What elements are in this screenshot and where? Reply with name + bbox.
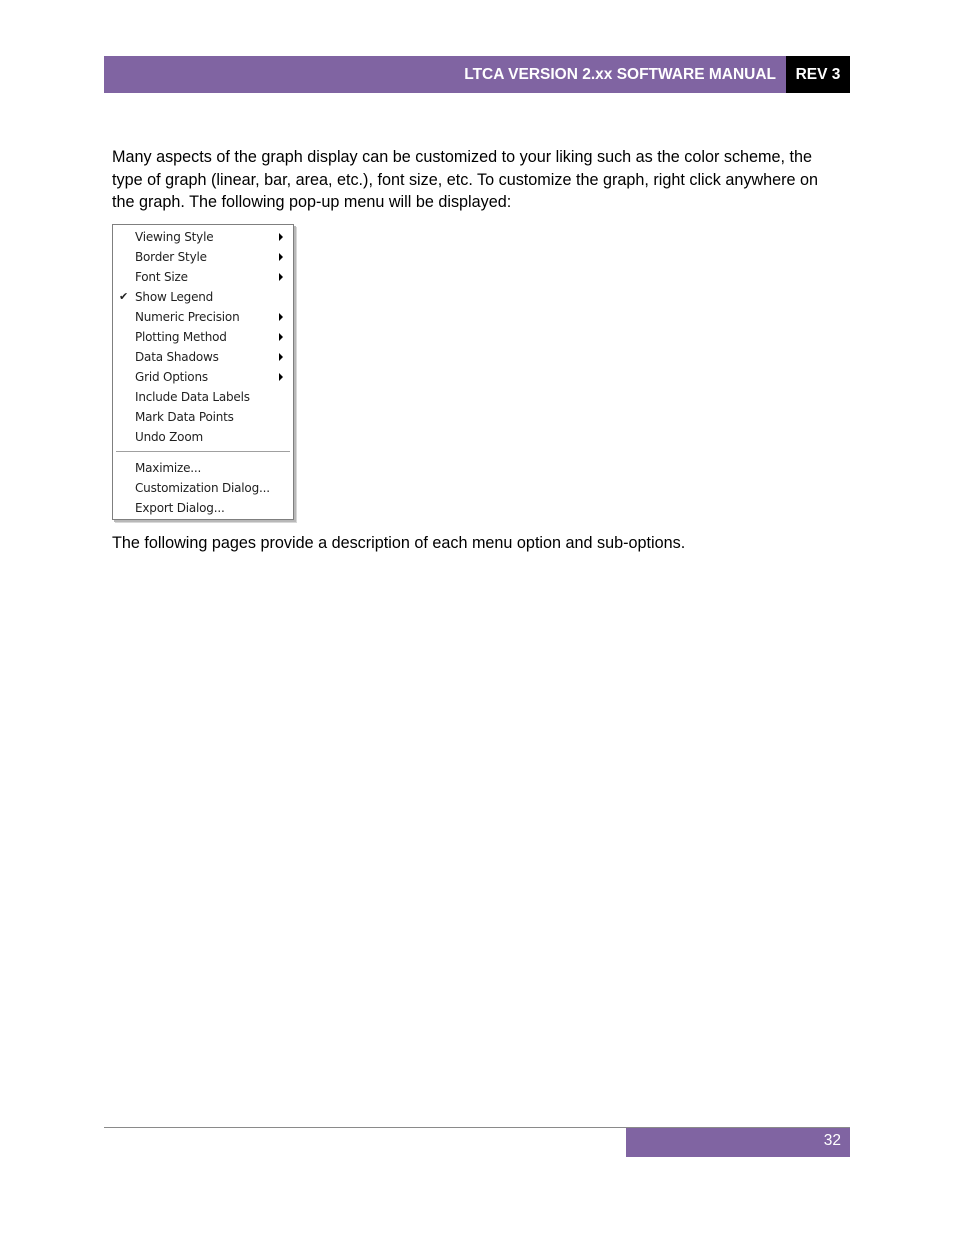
- revision-badge: REV 3: [786, 56, 850, 93]
- menu-item-mark-data-points[interactable]: [113, 407, 293, 427]
- page-number: 32: [823, 1132, 841, 1149]
- menu-item-label: Mark Data Points: [135, 410, 234, 424]
- menu-item-label: Include Data Labels: [135, 390, 250, 404]
- menu-item-label: Viewing Style: [135, 230, 214, 244]
- menu-item-data-shadows[interactable]: [113, 347, 293, 367]
- menu-item-border-style[interactable]: [113, 247, 293, 267]
- menu-item-numeric-precision[interactable]: [113, 307, 293, 327]
- menu-item-maximize[interactable]: [113, 458, 293, 478]
- menu-item-label: Undo Zoom: [135, 430, 203, 444]
- menu-item-show-legend[interactable]: [113, 287, 293, 307]
- intro-paragraph: Many aspects of the graph display can be customized to your liking such as the color scheme, the type of graph (linear, bar, area, etc.), font size, etc. To customize the graph, right click anywhere on the graph. The following pop-up menu will be displayed:: [112, 148, 819, 211]
- menu-item-customization-dialog[interactable]: [113, 478, 293, 498]
- submenu-arrow-icon: [279, 353, 283, 361]
- submenu-arrow-icon: [279, 233, 283, 241]
- submenu-arrow-icon: [279, 333, 283, 341]
- menu-item-label: Maximize...: [135, 461, 202, 475]
- menu-item-undo-zoom[interactable]: [113, 427, 293, 447]
- menu-item-label: Customization Dialog...: [135, 481, 270, 495]
- menu-item-label: Show Legend: [135, 290, 214, 304]
- graph-popup-menu: [112, 224, 294, 520]
- submenu-arrow-icon: [279, 373, 283, 381]
- menu-item-label: Export Dialog...: [135, 501, 225, 515]
- menu-item-label: Font Size: [135, 270, 188, 284]
- menu-item-label: Numeric Precision: [135, 310, 240, 324]
- description-paragraph: The following pages provide a description of each menu option and sub-options.: [112, 534, 686, 552]
- submenu-arrow-icon: [279, 253, 283, 261]
- footer-bar: [626, 1128, 850, 1157]
- header-bar: [104, 56, 786, 93]
- menu-item-plotting-method[interactable]: [113, 327, 293, 347]
- submenu-arrow-icon: [279, 273, 283, 281]
- menu-item-viewing-style[interactable]: [113, 227, 293, 247]
- menu-separator: [116, 451, 290, 453]
- menu-item-export-dialog[interactable]: [113, 498, 293, 518]
- menu-item-label: Data Shadows: [135, 350, 219, 364]
- menu-item-grid-options[interactable]: [113, 367, 293, 387]
- header-title: LTCA VERSION 2.xx SOFTWARE MANUAL: [464, 66, 776, 83]
- submenu-arrow-icon: [279, 313, 283, 321]
- menu-list: [113, 225, 293, 518]
- menu-item-label: Border Style: [135, 250, 207, 264]
- menu-item-font-size[interactable]: [113, 267, 293, 287]
- menu-item-label: Grid Options: [135, 370, 208, 384]
- menu-item-label: Plotting Method: [135, 330, 227, 344]
- menu-item-include-data-labels[interactable]: [113, 387, 293, 407]
- checkmark-icon: ✔: [119, 290, 129, 303]
